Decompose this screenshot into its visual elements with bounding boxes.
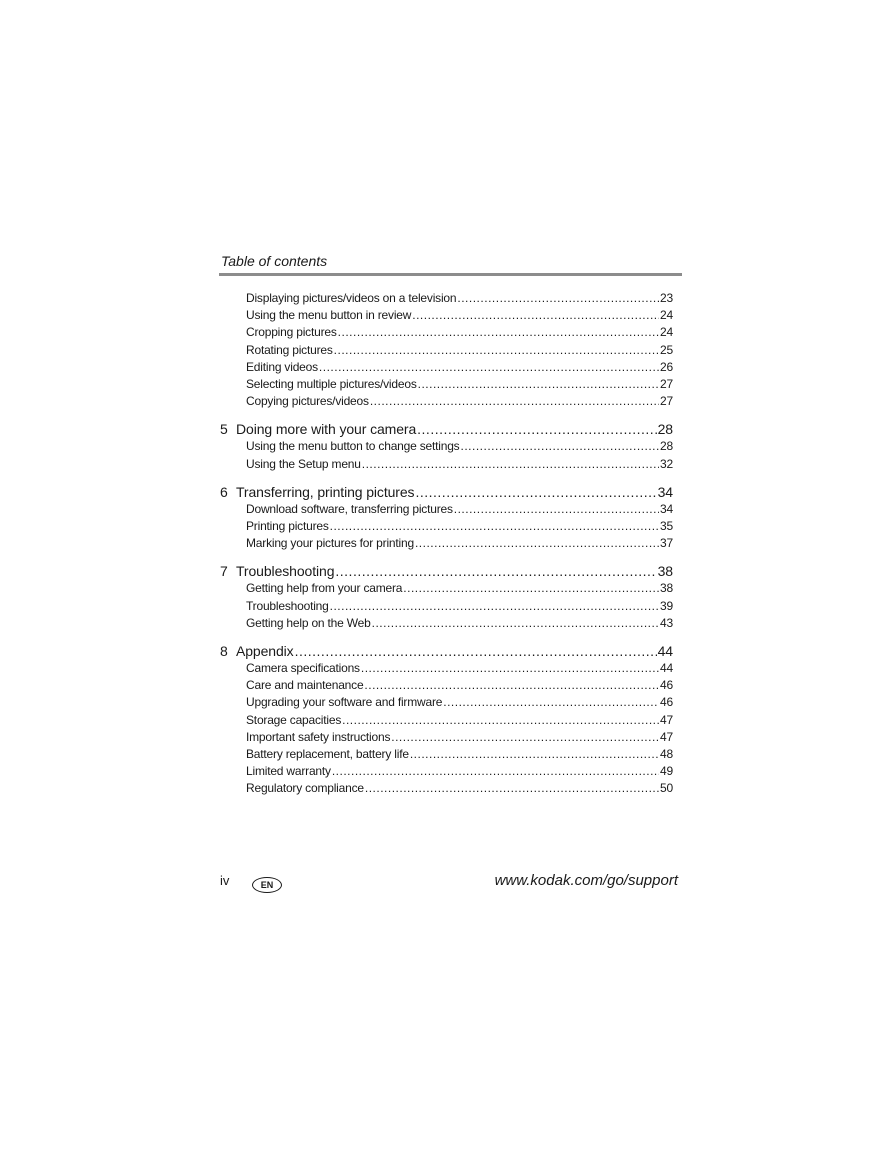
toc-dot-leader [364,677,659,694]
toc-entry[interactable] [220,393,673,410]
toc-chapter-label [220,421,416,438]
toc-entry[interactable] [220,660,673,677]
toc-dot-leader [295,643,657,660]
toc-dot-leader [415,535,659,552]
toc-page-number: 43 [660,615,673,630]
toc-page-number: 39 [660,598,673,613]
toc-entry-title: Selecting multiple pictures/videos [246,377,417,392]
table-of-contents [220,290,673,798]
toc-dot-leader [412,307,659,324]
toc-page-number: 24 [660,308,673,323]
toc-entry[interactable] [220,712,673,729]
toc-dot-leader [362,456,659,473]
toc-entry-title: Printing pictures [246,519,329,534]
toc-entry[interactable] [220,535,673,552]
toc-page-number: 46 [660,678,673,693]
language-badge: EN [252,877,282,893]
toc-page-number: 34 [660,501,673,516]
toc-dot-leader [342,712,659,729]
toc-chapter-number: 5 [220,421,228,438]
toc-page-number: 32 [660,456,673,471]
toc-entry-title: Using the Setup menu [246,456,361,471]
toc-dot-leader [319,359,659,376]
toc-entry[interactable] [220,694,673,711]
toc-dot-leader [403,580,659,597]
toc-chapter-number: 7 [220,563,228,580]
toc-entry[interactable] [220,324,673,341]
toc-page-number: 27 [660,394,673,409]
toc-dot-leader [332,763,659,780]
toc-entry-title: Storage capacities [246,712,342,727]
toc-chapter[interactable] [220,643,673,660]
toc-chapter-label [220,643,294,660]
toc-entry-title: Getting help from your camera [246,581,403,596]
toc-entry[interactable] [220,307,673,324]
toc-page-number: 28 [657,421,673,438]
toc-page-number: 46 [660,695,673,710]
toc-page-number: 28 [660,439,673,454]
toc-page-number: 44 [660,661,673,676]
toc-entry[interactable] [220,376,673,393]
toc-dot-leader [418,376,659,393]
toc-page-number: 47 [660,729,673,744]
toc-chapter[interactable] [220,484,673,501]
toc-entry[interactable] [220,615,673,632]
toc-chapter-label [220,484,414,501]
toc-entry[interactable] [220,290,673,307]
toc-entry-title: Regulatory compliance [246,781,364,796]
toc-dot-leader [370,393,659,410]
toc-page-number: 34 [657,483,673,500]
toc-entry[interactable] [220,438,673,455]
toc-entry-title: Download software, transferring pictures [246,501,453,516]
header-divider [219,273,682,276]
toc-entry-title: Using the menu button to change settings [246,439,460,454]
toc-page-number: 49 [660,764,673,779]
toc-page-number: 44 [657,643,673,660]
toc-dot-leader [454,501,659,518]
page-header-title: Table of contents [221,253,328,269]
toc-dot-leader [460,438,659,455]
toc-chapter-title: Transferring, printing pictures [236,483,415,500]
toc-page-number: 25 [660,342,673,357]
toc-entry[interactable] [220,580,673,597]
toc-entry[interactable] [220,729,673,746]
support-url[interactable]: www.kodak.com/go/support [494,872,678,889]
toc-chapter-number: 8 [220,643,228,660]
toc-chapter-title: Troubleshooting [236,563,335,580]
toc-entry[interactable] [220,501,673,518]
toc-entry-title: Displaying pictures/videos on a television [246,291,457,305]
toc-entry-title: Cropping pictures [246,325,337,340]
toc-page-number: 27 [660,377,673,392]
toc-entry-title: Marking your pictures for printing [246,536,414,551]
toc-dot-leader [417,421,656,438]
toc-entry-title: Troubleshooting [246,598,329,613]
toc-dot-leader [334,342,659,359]
toc-entry[interactable] [220,763,673,780]
toc-page-number: 37 [660,536,673,551]
toc-dot-leader [391,729,659,746]
toc-dot-leader [457,290,659,307]
toc-entry-title: Battery replacement, battery life [246,747,409,762]
page-number: iv [220,873,230,888]
toc-page-number: 48 [660,747,673,762]
toc-dot-leader [410,746,659,763]
toc-page-number: 23 [660,291,673,305]
toc-chapter-title: Doing more with your camera [236,421,417,438]
toc-chapter[interactable] [220,563,673,580]
toc-chapter[interactable] [220,421,673,438]
toc-dot-leader [443,694,659,711]
toc-page-number: 35 [660,519,673,534]
toc-entry[interactable] [220,746,673,763]
toc-entry-title: Rotating pictures [246,342,333,357]
toc-entry[interactable] [220,456,673,473]
toc-entry-title: Getting help on the Web [246,615,371,630]
toc-page-number: 47 [660,712,673,727]
toc-entry[interactable] [220,342,673,359]
toc-dot-leader [361,660,659,677]
toc-entry-title: Editing videos [246,359,318,374]
toc-dot-leader [330,598,659,615]
toc-entry[interactable] [220,518,673,535]
toc-dot-leader [372,615,659,632]
toc-dot-leader [335,563,656,580]
toc-page-number: 50 [660,781,673,796]
toc-entry-title: Copying pictures/videos [246,394,369,409]
toc-dot-leader [365,780,659,797]
toc-entry-title: Upgrading your software and firmware [246,695,443,710]
toc-page-number: 26 [660,359,673,374]
toc-chapter-number: 6 [220,483,228,500]
toc-entry-title: Using the menu button in review [246,308,412,323]
toc-entry[interactable] [220,677,673,694]
toc-page-number: 38 [657,563,673,580]
toc-chapter-label [220,563,334,580]
toc-dot-leader [415,484,656,501]
toc-page-number: 38 [660,581,673,596]
toc-dot-leader [330,518,659,535]
toc-page-number: 24 [660,325,673,340]
toc-dot-leader [338,324,659,341]
toc-entry[interactable] [220,598,673,615]
toc-entry-title: Important safety instructions [246,729,391,744]
toc-chapter-title: Appendix [236,643,294,660]
toc-entry-title: Care and maintenance [246,678,364,693]
toc-entry[interactable] [220,780,673,797]
toc-entry-title: Camera specifications [246,661,360,676]
toc-entry-title: Limited warranty [246,764,331,779]
toc-entry[interactable] [220,359,673,376]
